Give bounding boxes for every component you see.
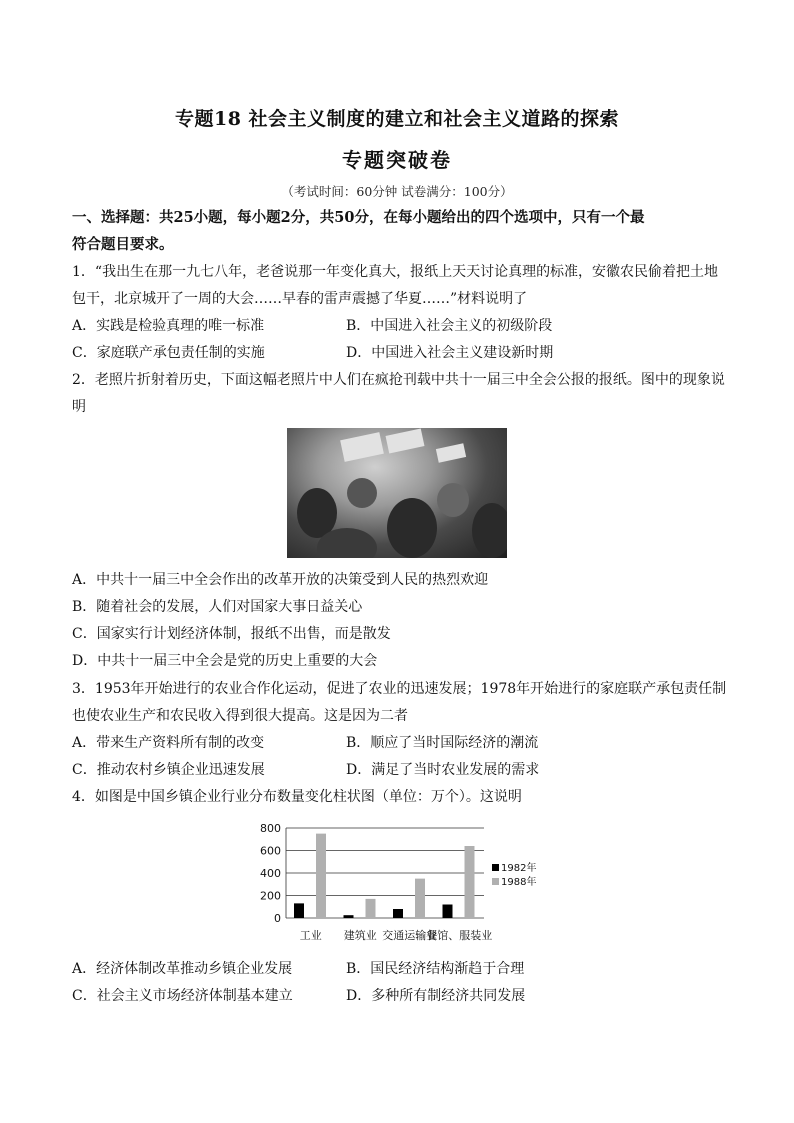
q3-stem-line2: 也使农业生产和农民收入得到很大提高。这是因为二者 (72, 708, 408, 724)
q2-stem-line2: 明 (72, 399, 86, 415)
q4-option-b: B．国民经济结构渐趋于合理 (346, 961, 525, 977)
x-tick-label: 餐馆、服装业 (426, 929, 493, 942)
q3-option-a: A．带来生产资料所有制的改变 (72, 735, 265, 751)
y-tick-label: 200 (260, 889, 281, 903)
document-subtitle: 专题突破卷 (342, 148, 452, 172)
q1-option-c: C．家庭联产承包责任制的实施 (72, 345, 265, 361)
q1-stem-line1: 1．“我出生在那一九七八年，老爸说那一年变化真大，报纸上天天讨论真理的标准，安徽农民偷着把土地 (72, 264, 719, 280)
q4-option-d: D．多种所有制经济共同发展 (346, 988, 526, 1004)
section-heading-line1: 一、选择题：共25小题，每小题2分，共50分，在每小题给出的四个选项中，只有一个最 (72, 209, 645, 226)
bar-1982 (344, 915, 354, 918)
q2-option-b: B．随着社会的发展，人们对国家大事日益关心 (72, 599, 363, 615)
legend-swatch (492, 864, 499, 871)
q4-stem-line1: 4．如图是中国乡镇企业行业分布数量变化柱状图（单位：万个）。这说明 (72, 789, 522, 805)
bar-1988 (366, 899, 376, 918)
q1-stem-line2: 包干，北京城开了一周的大会……早春的雷声震撼了华夏……”材料说明了 (72, 291, 528, 307)
y-tick-label: 800 (260, 822, 281, 835)
q2-stem-line1: 2．老照片折射着历史，下面这幅老照片中人们在疯抢刊载中共十一届三中全会公报的报纸。图中的现象说 (72, 372, 725, 388)
q3-option-d: D．满足了当时农业发展的需求 (346, 762, 540, 778)
q3-option-c: C．推动农村乡镇企业迅速发展 (72, 762, 265, 778)
township-enterprise-bar-chart (252, 820, 542, 948)
q2-option-c: C．国家实行计划经济体制，报纸不出售，而是散发 (72, 626, 391, 642)
bar-1982 (443, 905, 453, 919)
q2-option-d: D．中共十一届三中全会是党的历史上重要的大会 (72, 653, 378, 669)
x-tick-label: 交通运输业 (382, 929, 438, 942)
exam-info: （考试时间：60分钟 试卷满分：100分） (281, 184, 513, 199)
q3-stem-line1: 3．1953年开始进行的农业合作化运动，促进了农业的迅速发展；1978年开始进行的家庭联产承包责任制 (72, 681, 727, 697)
legend-label: 1988年 (501, 877, 537, 888)
bar-1982 (393, 909, 403, 918)
q4-option-a: A．经济体制改革推动乡镇企业发展 (72, 961, 293, 977)
legend-label: 1982年 (501, 863, 537, 874)
section-heading-line2: 符合题目要求。 (72, 236, 174, 253)
x-tick-label: 工业 (299, 929, 322, 942)
q1-option-d: D．中国进入社会主义建设新时期 (346, 345, 554, 361)
bar-1988 (316, 834, 326, 918)
q2-option-a: A．中共十一届三中全会作出的改革开放的决策受到人民的热烈欢迎 (72, 572, 489, 588)
x-tick-label: 建筑业 (343, 929, 377, 942)
q3-option-b: B．顺应了当时国际经济的潮流 (346, 735, 539, 751)
bar-1982 (294, 903, 304, 918)
q1-option-b: B．中国进入社会主义的初级阶段 (346, 318, 553, 334)
y-tick-label: 600 (260, 844, 281, 858)
q4-option-c: C．社会主义市场经济体制基本建立 (72, 988, 293, 1004)
y-tick-label: 0 (274, 912, 281, 925)
legend-swatch (492, 878, 499, 885)
newspaper-crowd-photo (287, 428, 507, 558)
y-tick-label: 400 (260, 867, 281, 880)
document-title: 专题18 社会主义制度的建立和社会主义道路的探索 (174, 108, 620, 130)
q1-option-a: A．实践是检验真理的唯一标准 (72, 318, 265, 334)
bar-1988 (465, 846, 475, 918)
bar-1988 (415, 879, 425, 918)
